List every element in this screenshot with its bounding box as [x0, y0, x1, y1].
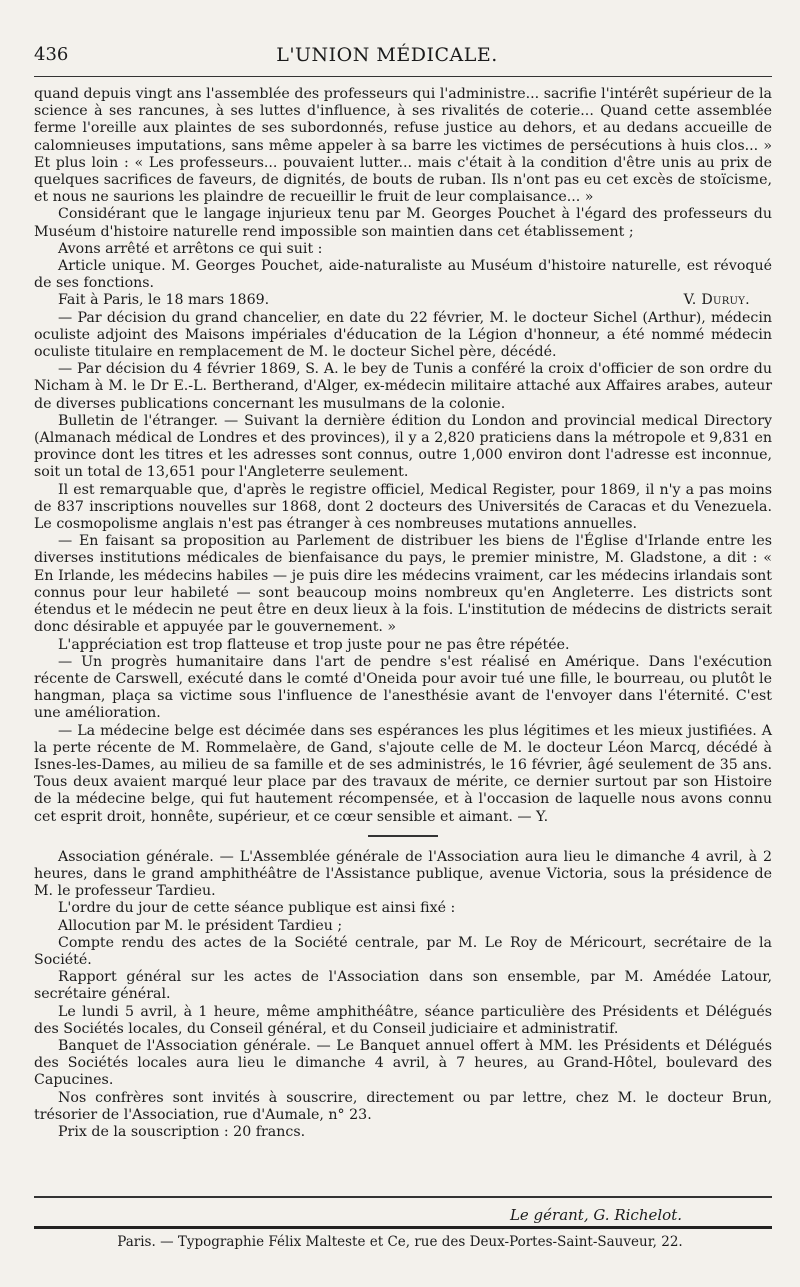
paragraph-p4: Article unique. M. Georges Pouchet, aide-naturaliste au Muséum d'histoire naturelle, est révoqué de ses fonctions. — [34, 258, 772, 292]
paragraph-r7: Banquet de l'Association générale. — Le Banquet annuel offert à MM. les Présidents et Délégués des Sociétés locales aura lieu le dimanche 4 avril, à 7 heures, au Grand-Hôtel, boulevard des Capucines. — [34, 1037, 772, 1089]
printer-imprint: Paris. — Typographie Félix Malteste et Ce, rue des Deux-Portes-Saint-Sauveur, 22. — [117, 1234, 683, 1250]
paragraph-q3: Bulletin de l'étranger. — Suivant la dernière édition du London and provincial medical Directory (Almanach médical de Londres et des provinces), il y a 2,820 praticiens dans la métropole et 9,831 en province dont les titres et les adresses sont connus, outre 1,000 environ dont l'adresse est inconnue, soit un total de 13,651 pour l'Angleterre seulement. — [34, 412, 772, 481]
section-association — [34, 849, 772, 1141]
dateline-text: Fait à Paris, le 18 mars 1869. — [58, 292, 270, 309]
header-rule — [34, 76, 772, 77]
section-decree — [34, 86, 772, 292]
section-news — [34, 310, 772, 826]
paragraph-p3: Avons arrêté et arrêtons ce qui suit : — [58, 240, 323, 257]
paragraph-q2: — Par décision du 4 février 1869, S. A. le bey de Tunis a conféré la croix d'officier de son ordre du Nicham à M. le Dr E.-L. Bertherand, d'Alger, ex-médecin militaire attaché aux Affaires arabes, auteur de diverses publications concernant les musulmans de la colonie. — [34, 361, 772, 412]
paragraph-q7: — Un progrès humanitaire dans l'art de pendre s'est réalisé en Amérique. Dans l'exécution récente de Carswell, exécuté dans le comté d'Oneida pour avoir tué une fille, le bourreau, ou plutôt le hangman, plaça sa victime sous l'influence de l'anesthésie avant de l'envoyer dans l'éternité. C'est une amélioration. — [34, 653, 772, 722]
dateline — [34, 292, 772, 309]
paragraph-p2: Considérant que le langage injurieux tenu par M. Georges Pouchet à l'égard des professeurs du Muséum d'histoire naturelle rend impossible son maintien dans cet établissement ; — [34, 206, 772, 240]
paragraph-p1: quand depuis vingt ans l'assemblée des professeurs qui l'administre... sacrifie l'intérêt supérieur de la science à ses rancunes, à ses luttes d'influence, à ses rivalités de coterie... Quand cette assemblée ferme l'oreille aux plaintes de ses subordonnés, refuse justice au dehors, et au dedans accueille de calomnieuses imputations, sans même appeler à sa barre les victimes de persécutions à huis clos... » Et plus loin : « Les professeurs... pouvaient lutter... mais c'était à la condition d'être unis au prix de quelques sacrifices de faveurs, de dignités, de bouts de ruban. Ils n'ont pas eu cet excès de stoïcisme, et nous ne saurions les plaindre de recueillir le fruit de leur complaisance... » — [34, 86, 772, 206]
section-separator — [368, 835, 438, 837]
paragraph-r3: Allocution par M. le président Tardieu ; — [58, 917, 343, 934]
page-header — [34, 44, 740, 68]
paragraph-q8: — La médecine belge est décimée dans ses espérances les plus légitimes et les mieux justifiées. A la perte récente de M. Rommelaère, de Gand, s'ajoute celle de M. le docteur Léon Marcq, décédé à Isnes-les-Dames, au milieu de sa famille et de ses administrés, le 16 février, âgé seulement de 35 ans. Tous deux avaient marqué leur place par des travaux de mérite, ce dernier surtout par son Histoire de la médecine belge, qui fut hautement récompensée, et à l'occasion de laquelle nous avons connu cet esprit droit, honnête, supérieur, et ce cœur sensible et aimant. — Y. — [34, 722, 772, 825]
paragraph-r4: Compte rendu des actes de la Société centrale, par M. Le Roy de Méricourt, secrétaire de la Société. — [34, 934, 772, 968]
paragraph-r2: L'ordre du jour de cette séance publique est ainsi fixé : — [58, 900, 456, 917]
paragraph-q4: Il est remarquable que, d'après le registre officiel, Medical Register, pour 1869, il n'y a pas moins de 837 inscriptions nouvelles sur 1868, dont 2 docteurs des Universités de Caracas et du Venezuela. Le cosmopolisme anglais n'est pas étranger à ces nombreuses mutations annuelles. — [34, 481, 772, 533]
paragraph-r1: Association générale. — L'Assemblée générale de l'Association aura lieu le dimanche 4 avril, à 2 heures, dans le grand amphithéâtre de l'Assistance publique, avenue Victoria, sous la présidence de M. le professeur Tardieu. — [34, 848, 772, 900]
gerant-signature: Le gérant, G. Richelot. — [509, 1206, 682, 1224]
footer-rule — [34, 1196, 772, 1198]
paragraph-q1: — Par décision du grand chancelier, en date du 22 février, M. le docteur Sichel (Arthur), médecin oculiste adjoint des Maisons impériales d'éducation de la Légion d'honneur, a été nommé médecin oculiste titulaire en remplacement de M. le docteur Sichel père, décédé. — [34, 309, 772, 361]
dateline-signature: V. Duruy. — [683, 292, 750, 309]
paragraph-r5: Rapport général sur les actes de l'Association dans son ensemble, par M. Amédée Latour, secrétaire général. — [34, 969, 772, 1003]
paragraph-r8: Nos confrères sont invités à souscrire, directement ou par lettre, chez M. le docteur Brun, trésorier de l'Association, rue d'Aumale, n° 23. — [34, 1089, 772, 1123]
imprint-rule — [34, 1226, 772, 1229]
article-body — [34, 86, 772, 1141]
paragraph-q6: L'appréciation est trop flatteuse et trop juste pour ne pas être répétée. — [58, 636, 570, 653]
paragraph-r6: Le lundi 5 avril, à 1 heure, même amphithéâtre, séance particulière des Présidents et Délégués des Sociétés locales, du Conseil général, et du Conseil judiciaire et administratif. — [34, 1003, 772, 1037]
page-number: 436 — [34, 44, 69, 65]
paragraph-r9: Prix de la souscription : 20 francs. — [58, 1123, 306, 1140]
paragraph-q5: — En faisant sa proposition au Parlement de distribuer les biens de l'Église d'Irlande entre les diverses institutions médicales de bienfaisance du pays, le premier ministre, M. Gladstone, a dit : « En Irlande, les médecins habiles — je puis dire les médecins vraiment, car les médecins irlandais sont connus pour leur habileté — sont beaucoup moins nombreux qu'en Angleterre. Les districts sont étendus et le médecin ne peut être en deux lieux à la fois. L'institution de médecins de districts serait donc désirable et appuyée par le gouvernement. » — [34, 533, 772, 636]
journal-title: L'UNION MÉDICALE. — [276, 44, 498, 66]
